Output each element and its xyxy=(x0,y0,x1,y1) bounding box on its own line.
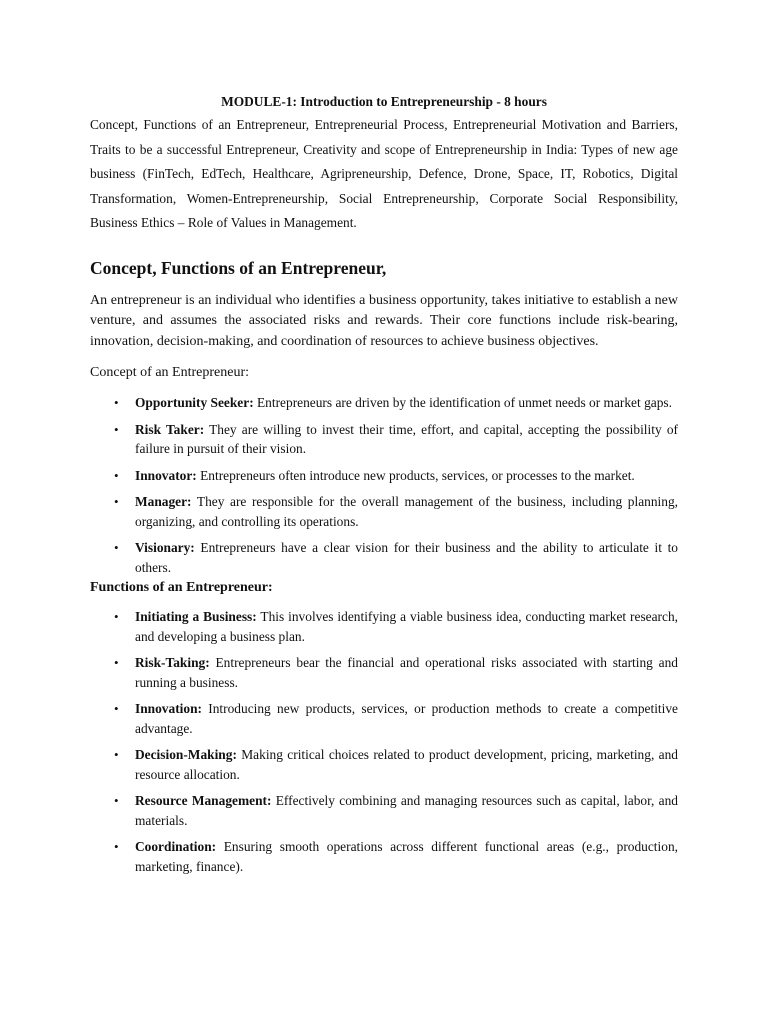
list-item xyxy=(114,745,678,784)
list-item-term: Visionary: xyxy=(135,540,195,556)
list-item xyxy=(114,837,678,876)
list-item xyxy=(114,538,678,577)
list-item-text: This involves identifying a viable business idea, conducting market research, and developing a business plan. xyxy=(135,609,678,644)
functions-list xyxy=(90,607,678,876)
intro-paragraph: An entrepreneur is an individual who identifies a business opportunity, takes initiative to establish a new venture, and assumes the associated risks and rewards. Their core functions include risk-bearing, innovation, decision-making, and coordination of resources to achieve business objectives. xyxy=(90,292,678,349)
list-item-text: Introducing new products, services, or production methods to create a competitive advantage. xyxy=(135,701,678,736)
list-item xyxy=(114,420,678,459)
list-item-term: Opportunity Seeker: xyxy=(135,395,254,411)
bullet-icon: • xyxy=(114,839,119,855)
list-item-term: Risk-Taking: xyxy=(135,655,210,671)
list-item xyxy=(114,699,678,738)
list-item xyxy=(114,393,678,413)
list-item-text: Ensuring smooth operations across different functional areas (e.g., production, marketing, finance). xyxy=(135,839,678,874)
bullet-icon: • xyxy=(114,793,119,809)
bullet-icon: • xyxy=(114,494,119,510)
list-item xyxy=(114,653,678,692)
list-item-text: Effectively combining and managing resources such as capital, labor, and materials. xyxy=(135,793,678,828)
bullet-icon: • xyxy=(114,701,119,717)
list-item xyxy=(114,492,678,531)
list-item-text: Entrepreneurs have a clear vision for their business and the ability to articulate it to others. xyxy=(135,540,678,575)
bullet-icon: • xyxy=(114,655,119,671)
list-item xyxy=(114,466,678,486)
list-item-term: Manager: xyxy=(135,494,192,510)
list-item-term: Resource Management: xyxy=(135,793,272,809)
bullet-icon: • xyxy=(114,540,119,556)
bullet-icon: • xyxy=(114,421,119,437)
list-item-term: Innovator: xyxy=(135,467,197,483)
list-item-term: Coordination: xyxy=(135,839,217,855)
list-item-text: They are willing to invest their time, effort, and capital, accepting the possibility of failure in pursuit of their vision. xyxy=(135,421,678,457)
bullet-icon: • xyxy=(114,609,119,625)
list-item-text: Entrepreneurs often introduce new products, services, or processes to the market. xyxy=(196,467,635,483)
list-item xyxy=(114,607,678,646)
list-item-text: Making critical choices related to product development, pricing, marketing, and resource allocation. xyxy=(135,747,678,782)
bullet-icon: • xyxy=(114,747,119,763)
list-item-term: Risk Taker: xyxy=(135,421,205,437)
module-description: Concept, Functions of an Entrepreneur, Entrepreneurial Process, Entrepreneurial Motivation and Barriers, Traits to be a successful Entrepreneur, Creativity and scope of Entrepreneurship in India: Types of new age business (FinTech, EdTech, Healthcare, Agripreneurship, Defence, Drone, Space, IT, Robotics, Digital Transformation, Women-Entrepreneurship, Social Entrepreneurship, Corporate Social Responsibility, Business Ethics – Role of Values in Management. xyxy=(90,117,678,231)
bullet-icon: • xyxy=(114,395,119,411)
functions-heading: Functions of an Entrepreneur: xyxy=(90,580,273,596)
list-item xyxy=(114,791,678,830)
section-heading: Concept, Functions of an Entrepreneur, xyxy=(90,257,387,278)
list-item-term: Initiating a Business: xyxy=(135,609,257,625)
list-item-text: They are responsible for the overall management of the business, including planning, organizing, and controlling its operations. xyxy=(135,494,678,529)
list-item-term: Decision-Making: xyxy=(135,747,237,763)
concept-label: Concept of an Entrepreneur: xyxy=(90,365,249,381)
concept-list xyxy=(90,393,678,577)
list-item-text: Entrepreneurs bear the financial and operational risks associated with starting and running a business. xyxy=(135,655,678,690)
bullet-icon: • xyxy=(114,467,119,483)
list-item-term: Innovation: xyxy=(135,701,202,717)
module-title: MODULE-1: Introduction to Entrepreneurship - 8 hours xyxy=(221,94,547,109)
list-item-text: Entrepreneurs are driven by the identification of unmet needs or market gaps. xyxy=(253,395,672,411)
